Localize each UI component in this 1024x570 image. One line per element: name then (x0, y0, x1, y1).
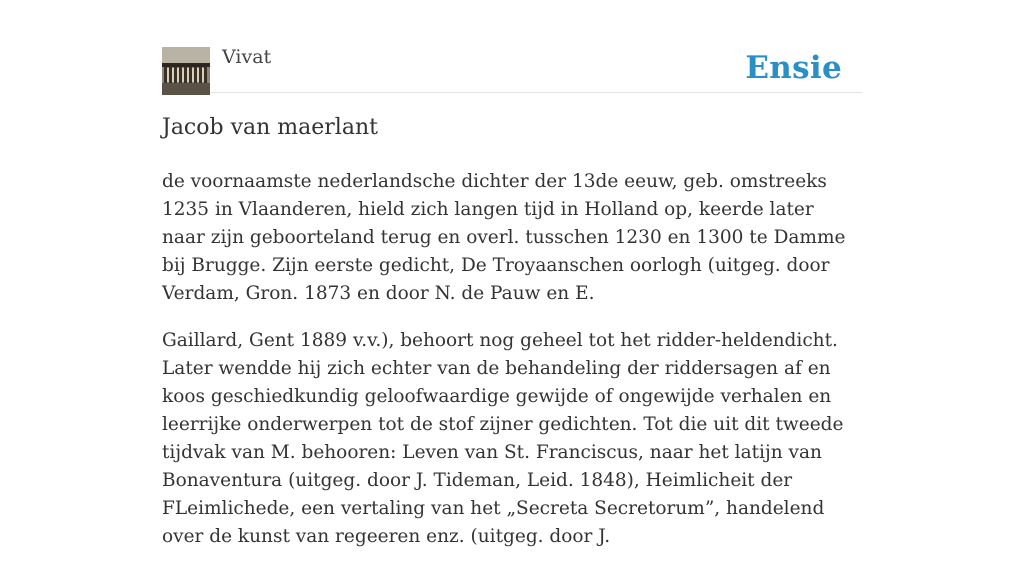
article-title: Jacob van maerlant (162, 115, 378, 140)
author-avatar[interactable] (162, 47, 210, 95)
paragraph: de voornaamste nederlandsche dichter der 13de eeuw, geb. omstreeks 1235 in Vlaanderen, hield zich langen tijd in Holland op, keerde later naar zijn geboorteland terug en overl. tusschen 1230 en 1300 te Damme bij Brugge. Zijn eerste gedicht, De Troyaanschen oorlogh (uitgeg. door Verdam, Gron. 1873 en door N. de Pauw en E. (162, 171, 846, 304)
bookshelf-icon (162, 47, 210, 95)
author-name[interactable]: Vivat (222, 46, 272, 68)
paragraph: Gaillard, Gent 1889 v.v.), behoort nog geheel tot het ridder-heldendicht. Later wendde hij zich echter van de behandeling der riddersagen af en koos geschiedkundig geloofwaardige gewijde of ongewijde verhalen en leerrijke onderwerpen tot de stof zijner gedichten. Tot die uit dit tweede tijdvak van M. behooren: Leven van St. Franciscus, naar het latijn van Bonaventura (uitgeg. door J. Tideman, Leid. 1848), Heimlicheit der FLeimlichede, een vertaling van het „Secreta Secretorum”, handelend over de kunst van regeeren enz. (uitgeg. door J. (162, 330, 844, 547)
article-body (162, 168, 862, 570)
header (162, 0, 862, 93)
brand-logo[interactable]: Ensie (745, 50, 842, 86)
article-page (162, 0, 862, 547)
